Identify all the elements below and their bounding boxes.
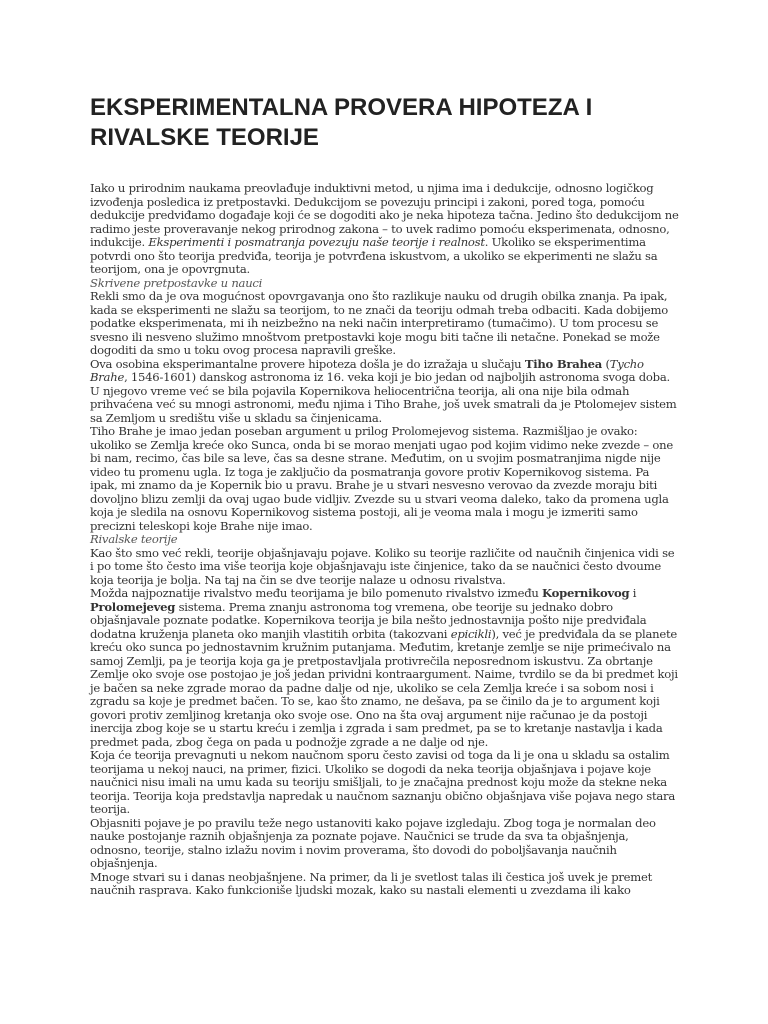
paragraph-copernicus-ptolemy: Možda najpoznatije rivalstvo među teorijama je bilo pomenuto rivalstvo između Kopernikovog i Prolomejeveg sistema. Prema znanju astronoma tog vremena, obe teorije su jednako dobro objašnjavale poznate podatke. Kopernikova teorija je bila nešto jednostavnija pošto nije predviđala dodatna kruženja planeta oko manjih vlastitih orbita (takozvani epicikli), već je predviđala da se planete kreću oko sunca po jednostavnim kružnim putanjama. Međutim, kretanje zemlje se nije primećivalo na samoj Zemlji, pa je teorija koja ga je pretpostavljala protivrečila neposrednom iskustvu. Za obrtanje Zemlje oko svoje ose postojao je još jedan prividni kontraargument. Naime, tvrdilo se da bi predmet koji je bačen sa neke zgrade morao da padne dalje od nje, ukoliko se cela Zemlja kreće i sa sobom nosi i zgradu sa koje je predmet bačen. To se, kao što znamo, ne dešava, pa se činilo da je to argument koji govori protiv zemljinog kretanja oko svoje ose. Ono na šta ovaj argument nije računao je da postoji inercija zbog koje se u startu kreću i zemlja i zgrada i sam predmet, pa se to kretanje nastavlja i kada predmet pada, zbog čega on pada u podnožje zgrade a ne dalje od nje.: [90, 586, 678, 749]
bold-name: Tiho Brahea: [524, 356, 603, 371]
document-body: [90, 182, 680, 898]
bold-ptolemy: Prolomejeveg: [90, 599, 176, 614]
document-title: EKSPERIMENTALNA PROVERA HIPOTEZA I RIVALSKE TEORIJE: [90, 94, 593, 151]
bold-copernicus: Kopernikovog: [542, 586, 630, 600]
paragraph-intro: Iako u prirodnim naukama preovlađuje induktivni metod, u njima ima i dedukcije, odnosno logičkog izvođenja posledica iz pretpostavki. Dedukcijom se povezuju principi i zakoni, pored toga, pomoću dedukcije predviđamo događaje koji će se dogoditi ako je neka hipoteza tačna. Jedino što dedukcijom ne radimo jeste proveravanje nekog prirodnog zakona – to uvek radimo pomoću eksperimenata, odnosno, indukcije. Eksperimenti i posmatranja povezuju naše teorije i realnost. Ukoliko se eksperimentima potvrdi ono što teorija predviđa, teorija je potvrđena iskustvom, a ukoliko se ekperimenti ne slažu sa teorijom, ona je opovrgnuta.: [90, 181, 679, 276]
paragraph-unexplained: Mnoge stvari su i danas neobjašnjene. Na primer, da li je svetlost talas ili čestica još uvek je premet naučnih rasprava. Kako funkcioniše ljudski mozak, kako su nastali elementi u zvezdama ili kako: [90, 869, 653, 897]
epicycles-term: epicikli: [450, 626, 492, 641]
subheading-hidden-assumptions: Skrivene pretpostavke u nauci: [90, 275, 263, 290]
subheading-rival-theories: Rivalske teorije: [90, 532, 178, 546]
paragraph-theories-explain: Kao što smo već rekli, teorije objašnjavaju pojave. Koliko su teorije različite od naučnih činjenica vidi se i po tome što često ima više teorija koje objašnjavaju iste činjenice, tako da se naučnici često dvoume koja teorija je bolja. Na taj na čin se dve teorije nalaze u odnosu rivalstva.: [90, 545, 675, 587]
paragraph-explaining-phenomena: Objasniti pojave je po pravilu teže nego ustanoviti kako pojave izgledaju. Zbog toga je normalan deo nauke postojanje raznih objašnjenja za poznate pojave. Naučnici se trude da sva ta objašnjenja, odnosno, teorije, stalno izlažu novim i novim proverama, što dovodi do poboljšavanja naučnih objašnjenja.: [90, 815, 656, 870]
paragraph-falsification: Rekli smo da je ova mogućnost opovrgavanja ono što razlikuje nauku od drugih obilka znanja. Pa ipak, kada se eksperimenti ne slažu sa teorijom, to ne znači da teoriju odmah treba odbaciti. Kada dobijemo podatke eksperimenata, mi ih neizbežno na neki način interpretiramo (tumačimo). U tom procesu se svesno ili nesveno služimo mnoštvom pretpostavki koje mogu biti tačne ili netačne. Ponekad se može dogoditi da smo u toku ovog procesa napravili greške.: [90, 289, 669, 357]
paragraph-brahe-argument: Tiho Brahe je imao jedan poseban argument u prilog Prolomejevog sistema. Razmišljao je ovako: ukoliko se Zemlja kreće oko Sunca, onda bi se morao menjati ugao pod kojim vidimo neke zvezde – one bi nam, recimo, čas bile sa leve, čas sa desne strane. Međutim, on u svojim posmatranjima nigde nije video tu promenu ugla. Iz toga je zaključio da posmatranja govore protiv Kopernikovog sistema. Pa ipak, mi znamo da je Kopernik bio u pravu. Brahe je u stvari nesvesno verovao da zvezde moraju biti dovoljno blizu zemlji da ovaj ugao bude vidljiv. Zvezde su u stvari veoma daleko, tako da promena ugla koja je sledila na osnovu Kopernikovog sistema postoji, ali je veoma mala i mogu je izmeriti samo precizni teleskopi koje Brahe nije imao.: [90, 424, 673, 533]
paragraph-scientific-dispute: Koja će teorija prevagnuti u nekom naučnom sporu često zavisi od toga da li je ona u skladu sa ostalim teorijama u nekoj nauci, na primer, fizici. Ukoliko se dogodi da neka teorija objašnjava i pojave koje naučnici nisu imali na umu kada su teoriju smišljali, to je značajna prednost koju može da stekne neka teorija. Teorija koja predstavlja napredak u naučnom saznanju obično objašnjava više pojava nego stara teorija.: [90, 748, 675, 816]
latin-name: Tycho Brahe: [90, 356, 644, 384]
paragraph-tycho-brahe: Ova osobina eksperimantalne provere hipoteza došla je do izražaja u slučaju Tiho Brahea (Tycho Brahe, 1546-1601) danskog astronoma iz 16. veka koji je bio jedan od najboljih astronoma svoga doba. U njegovo vreme već se bila pojavila Kopernikova heliocentrična teorija, ali ona nije bila odmah prihvaćena već su mnogi astronomi, među njima i Tiho Brahe, još uvek smatrali da je Ptolomejev sistem sa Zemljom u središtu više u skladu sa činjenicama.: [90, 356, 677, 425]
emphasis-text: Eksperimenti i posmatranja povezuju naše teorije i realnost: [148, 235, 485, 249]
